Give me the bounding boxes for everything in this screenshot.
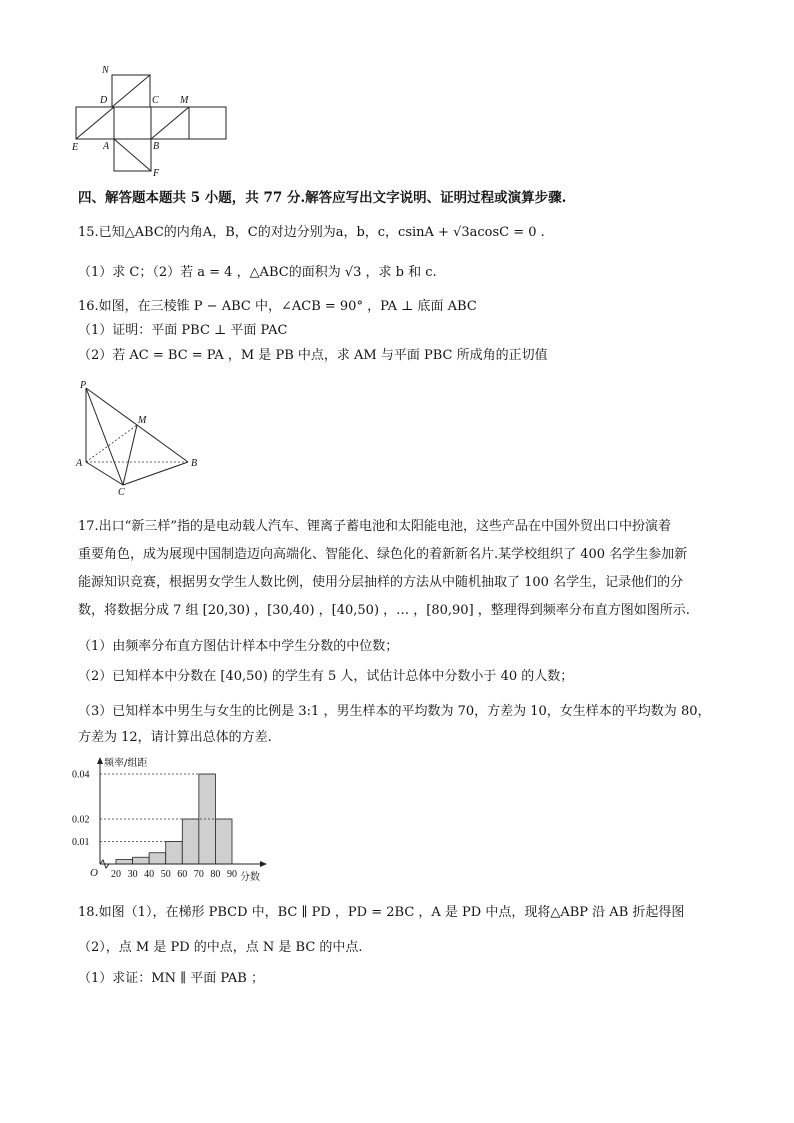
- net-label-f: F: [153, 168, 160, 179]
- net-diagonal-bottom: [114, 139, 151, 171]
- origin-label: O: [90, 867, 98, 879]
- tet-label-b: B: [191, 458, 198, 469]
- net-label-e: E: [72, 142, 79, 153]
- histogram-bar: [116, 860, 133, 865]
- net-square-4: [189, 107, 226, 139]
- net-label-n: N: [102, 65, 109, 76]
- histogram-bar: [149, 853, 166, 864]
- net-figure: [70, 62, 240, 182]
- net-label-a: A: [103, 141, 110, 152]
- edge-ac: [86, 462, 123, 485]
- x-tick-label: 70: [193, 869, 204, 880]
- net-square-2: [114, 107, 151, 139]
- x-tick-label: 90: [227, 869, 237, 880]
- y-axis-arrow: [97, 757, 103, 764]
- x-tick-label: 50: [160, 869, 171, 880]
- tet-label-c: C: [118, 487, 125, 498]
- q16-stem: 16.如图，在三棱锥 P − ABC 中，∠ACB = 90° ，PA ⊥ 底面 ABC: [78, 299, 477, 314]
- histogram-bar: [215, 819, 232, 864]
- edge-pc: [86, 388, 123, 485]
- histogram-bar: [166, 842, 183, 865]
- net-diagonal-top: [112, 75, 150, 107]
- q17-part1: （1）由频率分布直方图估计样本中学生分数的中位数；: [78, 639, 399, 654]
- q15-stem: 15.已知△ABC的内角A，B，C的对边分别为a，b，c，csinA + √3acosC = 0 .: [78, 225, 545, 240]
- net-label-m: M: [180, 95, 189, 106]
- net-diagonal-3: [151, 107, 189, 139]
- q17-line4: 数，将数据分成 7 组 [20,30) ，[30,40) ，[40,50) ，… ，[80,90] ，整理得到频率分布直方图如图所示.: [78, 603, 690, 618]
- histogram-bar: [133, 857, 150, 864]
- q17-line1: 17.出口“新三样”指的是电动载人汽车、锂离子蓄电池和太阳能电池，这些产品在中国外贸出口中扮演着: [78, 519, 671, 534]
- q18-line1: 18.如图（1），在梯形 PBCD 中，BC ∥ PD ，PD = 2BC ，A 是 PD 中点，现将△ABP 沿 AB 折起得图: [78, 905, 685, 920]
- y-tick-label: 0.04: [72, 769, 90, 781]
- net-label-d: D: [100, 95, 108, 106]
- x-tick-label: 60: [177, 869, 188, 880]
- net-label-b: B: [153, 141, 160, 152]
- q15-parts: （1）求 C；（2）若 a = 4 ，△ABC的面积为 √3 ，求 b 和 c.: [78, 265, 437, 280]
- q17-part3a: （3）已知样本中男生与女生的比例是 3:1 ，男生样本的平均数为 70，方差为 10，女生样本的平均数为 80，: [78, 704, 711, 719]
- q17-part2: （2）已知样本中分数在 [40,50) 的学生有 5 人，试估计总体中分数小于 40 的人数；: [78, 669, 574, 684]
- q18-part1: （1）求证：MN ∥ 平面 PAB ；: [78, 971, 264, 986]
- tet-label-a: A: [76, 458, 83, 469]
- section-heading: 四、解答题本题共 5 小题，共 77 分.解答应写出文字说明、证明过程或演算步骤.: [78, 190, 567, 206]
- net-diagonal-1: [76, 107, 114, 139]
- histogram-bar: [182, 819, 199, 864]
- y-tick-label: 0.01: [72, 837, 90, 848]
- q16-part2: （2）若 AC = BC = PA ，M 是 PB 中点，求 AM 与平面 PBC 所成角的正切值: [78, 348, 548, 363]
- edge-cb: [123, 462, 188, 485]
- q18-line2: （2），点 M 是 PD 的中点，点 N 是 BC 的中点.: [78, 940, 363, 955]
- x-tick-label: 40: [144, 869, 155, 880]
- q16-part1: （1）证明：平面 PBC ⊥ 平面 PAC: [78, 323, 288, 338]
- frequency-histogram: [70, 756, 280, 886]
- x-tick-label: 80: [210, 869, 221, 880]
- net-label-c: C: [152, 95, 159, 106]
- x-axis-arrow: [260, 861, 267, 867]
- tetrahedron-figure: [72, 378, 212, 500]
- x-tick-label: 30: [127, 869, 138, 880]
- q17-line2: 重要角色，成为展现中国制造迈向高端化、智能化、绿色化的着新新名片.某学校组织了 400 名学生参加新: [78, 547, 688, 562]
- y-axis-label: 频率/组距: [104, 758, 148, 769]
- x-axis-label: 分数: [240, 872, 260, 883]
- tet-label-m: M: [138, 415, 147, 426]
- x-tick-label: 20: [111, 869, 121, 880]
- q17-part3b: 方差为 12，请计算出总体的方差.: [78, 730, 272, 745]
- y-tick-label: 0.02: [72, 814, 90, 826]
- tet-label-p: P: [80, 380, 87, 391]
- q17-line3: 能源知识竞赛，根据男女学生人数比例，使用分层抽样的方法从中随机抽取了 100 名学生，记录他们的分: [78, 575, 684, 590]
